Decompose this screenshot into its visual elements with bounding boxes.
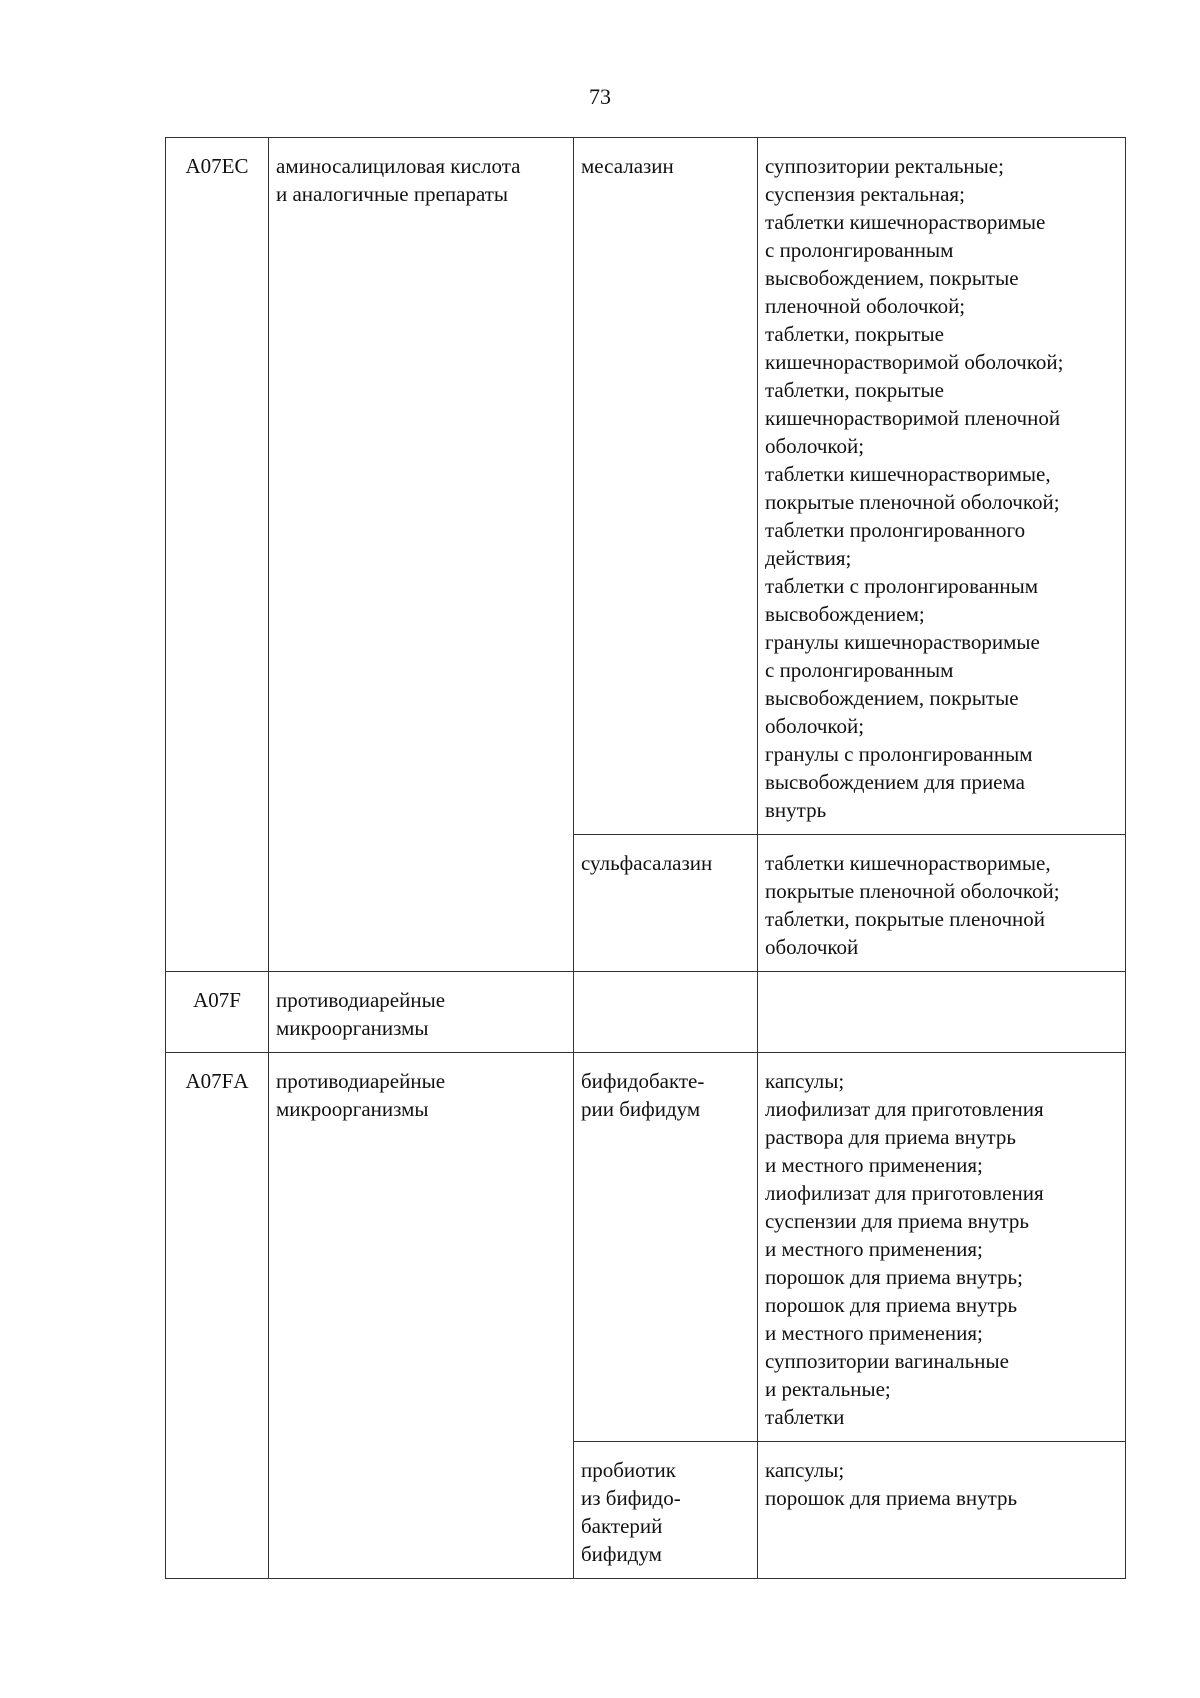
atc-code-cell bbox=[166, 972, 269, 1053]
dosage-form-line: лиофилизат для приготовления bbox=[765, 1097, 1044, 1121]
dosage-form-line: высвобождением, покрытые bbox=[765, 686, 1019, 710]
dosage-form-line: суспензия ректальная; bbox=[765, 182, 965, 206]
table-row bbox=[166, 1053, 1126, 1442]
dosage-form-line: капсулы; bbox=[765, 1069, 845, 1093]
dosage-form-line: и местного применения; bbox=[765, 1321, 983, 1345]
drug-table bbox=[165, 137, 1126, 1579]
atc-code: А07FА bbox=[185, 1069, 249, 1093]
group-name-line: микроорганизмы bbox=[276, 1016, 429, 1040]
dosage-forms-cell bbox=[758, 138, 1126, 835]
drug-name-line: месалазин bbox=[581, 154, 674, 178]
dosage-form-line: таблетки кишечнорастворимые, bbox=[765, 851, 1051, 875]
dosage-form-line: порошок для приема внутрь bbox=[765, 1486, 1018, 1510]
group-name-cell bbox=[269, 972, 574, 1053]
dosage-form-line: раствора для приема внутрь bbox=[765, 1125, 1016, 1149]
dosage-form-line: таблетки с пролонгированным bbox=[765, 574, 1039, 598]
group-name-line: противодиарейные bbox=[276, 1069, 446, 1093]
table-row bbox=[166, 972, 1126, 1053]
dosage-form-line: оболочкой bbox=[765, 935, 859, 959]
dosage-form-line: таблетки, покрытые пленочной bbox=[765, 907, 1046, 931]
drug-name-line: бифидум bbox=[581, 1542, 662, 1566]
group-name-line: противодиарейные bbox=[276, 988, 446, 1012]
dosage-form-line: и местного применения; bbox=[765, 1237, 983, 1261]
group-name-line: микроорганизмы bbox=[276, 1097, 429, 1121]
table-row bbox=[166, 138, 1126, 835]
dosage-form-line: суппозитории вагинальные bbox=[765, 1349, 1009, 1373]
drug-name-line: рии бифидум bbox=[581, 1097, 701, 1121]
dosage-form-line: и ректальные; bbox=[765, 1377, 891, 1401]
group-name-cell bbox=[269, 138, 574, 972]
dosage-forms-cell bbox=[758, 972, 1126, 1053]
group-name-line: и аналогичные препараты bbox=[276, 182, 509, 206]
dosage-form-line: капсулы; bbox=[765, 1458, 845, 1482]
dosage-form-line: таблетки bbox=[765, 1405, 845, 1429]
dosage-form-line: порошок для приема внутрь bbox=[765, 1293, 1018, 1317]
drug-name-line: сульфасалазин bbox=[581, 851, 713, 875]
dosage-form-line: оболочкой; bbox=[765, 434, 865, 458]
drug-name-cell bbox=[574, 835, 758, 972]
dosage-form-line: кишечнорастворимой оболочкой; bbox=[765, 350, 1064, 374]
atc-code: А07ЕС bbox=[185, 154, 249, 178]
dosage-form-line: с пролонгированным bbox=[765, 238, 954, 262]
atc-code-cell bbox=[166, 138, 269, 972]
dosage-form-line: внутрь bbox=[765, 798, 827, 822]
dosage-form-line: покрытые пленочной оболочкой; bbox=[765, 879, 1060, 903]
dosage-forms-cell bbox=[758, 835, 1126, 972]
atc-code: А07F bbox=[193, 988, 241, 1012]
drug-name-line: из бифидо- bbox=[581, 1486, 681, 1510]
dosage-form-line: с пролонгированным bbox=[765, 658, 954, 682]
dosage-form-line: таблетки, покрытые bbox=[765, 378, 944, 402]
group-name-line: аминосалициловая кислота bbox=[276, 154, 521, 178]
atc-code-cell bbox=[166, 1053, 269, 1579]
dosage-form-line: высвобождением, покрытые bbox=[765, 266, 1019, 290]
dosage-form-line: покрытые пленочной оболочкой; bbox=[765, 490, 1060, 514]
group-name-cell bbox=[269, 1053, 574, 1579]
dosage-form-line: суспензии для приема внутрь bbox=[765, 1209, 1029, 1233]
dosage-form-line: высвобождением для приема bbox=[765, 770, 1025, 794]
drug-name-line: бактерий bbox=[581, 1514, 663, 1538]
dosage-form-line: пленочной оболочкой; bbox=[765, 294, 966, 318]
dosage-form-line: порошок для приема внутрь; bbox=[765, 1265, 1023, 1289]
dosage-form-line: и местного применения; bbox=[765, 1153, 983, 1177]
dosage-form-line: гранулы с пролонгированным bbox=[765, 742, 1033, 766]
dosage-form-line: лиофилизат для приготовления bbox=[765, 1181, 1044, 1205]
dosage-form-line: высвобождением; bbox=[765, 602, 925, 626]
dosage-form-line: таблетки кишечнорастворимые, bbox=[765, 462, 1051, 486]
drug-name-line: пробиотик bbox=[581, 1458, 677, 1482]
dosage-form-line: таблетки, покрытые bbox=[765, 322, 944, 346]
drug-name-line: бифидобакте- bbox=[581, 1069, 705, 1093]
dosage-form-line: действия; bbox=[765, 546, 852, 570]
dosage-form-line: оболочкой; bbox=[765, 714, 865, 738]
drug-name-cell bbox=[574, 1053, 758, 1442]
dosage-form-line: гранулы кишечнорастворимые bbox=[765, 630, 1040, 654]
dosage-form-line: таблетки пролонгированного bbox=[765, 518, 1026, 542]
drug-name-cell bbox=[574, 972, 758, 1053]
dosage-form-line: кишечнорастворимой пленочной bbox=[765, 406, 1061, 430]
dosage-forms-cell bbox=[758, 1053, 1126, 1442]
dosage-form-line: суппозитории ректальные; bbox=[765, 154, 1004, 178]
dosage-forms-cell bbox=[758, 1442, 1126, 1579]
drug-name-cell bbox=[574, 138, 758, 835]
dosage-form-line: таблетки кишечнорастворимые bbox=[765, 210, 1046, 234]
page-number: 73 bbox=[589, 84, 611, 109]
drug-name-cell bbox=[574, 1442, 758, 1579]
